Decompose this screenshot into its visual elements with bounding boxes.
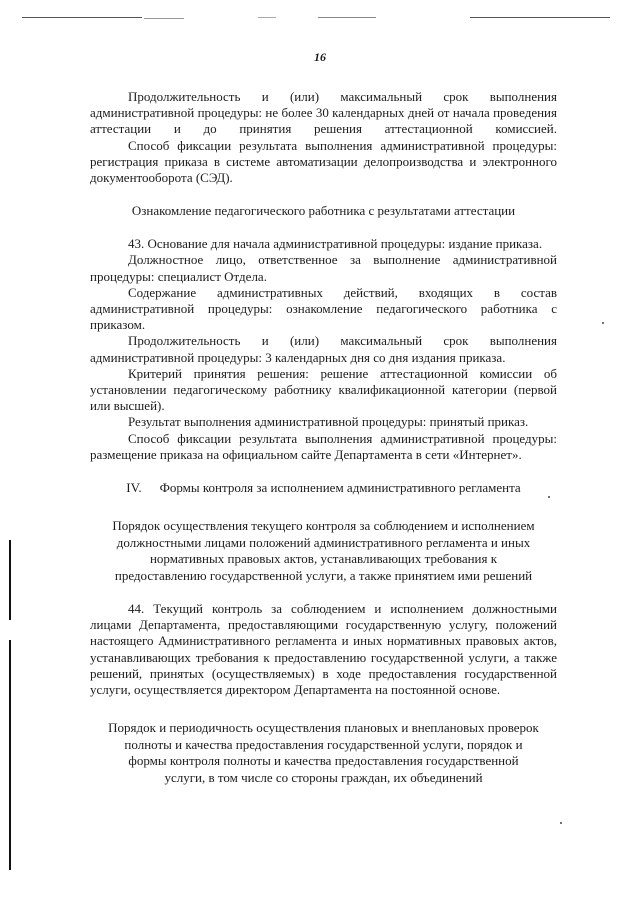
section-heading: [90, 480, 557, 496]
subsection-heading-line: предоставлению государственной услуги, а также принятием ими решений: [114, 567, 533, 583]
paragraph: Критерий принятия решения: решение аттестационной комиссии об установлении педагогическому работнику квалификационной категории (первой или высшей).: [90, 365, 557, 414]
scan-artifact: [258, 17, 276, 18]
paragraph: Продолжительность и (или) максимальный срок выполнения административной процедуры: 3 календарных дня со дня издания приказа.: [90, 333, 557, 365]
subsection-heading-line: должностными лицами положений административного регламента и иных: [116, 534, 531, 550]
section-number: IV.: [126, 480, 142, 496]
paragraph: Продолжительность и (или) максимальный срок выполнения административной процедуры: не более 30 календарных дней от начала проведения аттестации и до принятия решения аттестационной комиссией.: [90, 89, 557, 137]
scan-speck: [602, 322, 604, 324]
subsection-heading-line: формы контроля полноты и качества предоставления государственной: [128, 753, 519, 769]
subheading: Ознакомление педагогического работника с результатами аттестации: [131, 203, 516, 219]
subsection-heading: [90, 720, 557, 786]
scan-artifact: [22, 17, 142, 18]
subsection-heading-line: полноты и качества предоставления государственной услуги, порядок и: [124, 736, 523, 752]
subsection-heading-line: Порядок осуществления текущего контроля за соблюдением и исполнением: [112, 518, 535, 534]
subsection-heading-line: нормативных правовых актов, устанавливающих требования к: [149, 551, 498, 567]
scan-artifact: [470, 17, 610, 18]
paragraph: 43. Основание для начала административной процедуры: издание приказа.: [128, 236, 543, 252]
scan-artifact: [318, 17, 376, 18]
paragraph: Результат выполнения административной процедуры: принятый приказ.: [128, 414, 529, 430]
paragraph: Способ фиксации результата выполнения административной процедуры: регистрация приказа в системе автоматизации делопроизводства и электронного документооборота (СЭД).: [90, 137, 557, 186]
scan-artifact: [144, 18, 184, 19]
scan-speck: [560, 822, 562, 824]
scan-edge-mark: [9, 640, 11, 870]
paragraph: Должностное лицо, ответственное за выполнение административной процедуры: специалист Отдела.: [90, 252, 557, 284]
document-body: [90, 89, 557, 786]
subsection-heading: [90, 518, 557, 584]
paragraph: Содержание административных действий, входящих в состав административной процедуры: ознакомление педагогического работника с приказом.: [90, 284, 557, 333]
section-title: Формы контроля за исполнением административного регламента: [159, 480, 521, 496]
page-number: 16: [314, 50, 326, 64]
subsection-heading-line: услуги, в том числе со стороны граждан, их объединений: [164, 769, 483, 785]
subsection-heading-line: Порядок и периодичность осуществления плановых и внеплановых проверок: [108, 720, 539, 736]
paragraph: Способ фиксации результата выполнения административной процедуры: размещение приказа на официальном сайте Департамента в сети «Интернет».: [90, 430, 557, 462]
scan-edge-mark: [9, 540, 11, 620]
paragraph: 44. Текущий контроль за соблюдением и исполнением должностными лицами Департамента, предоставляющими государственную услугу, положений настоящего Административного регламента и иных нормативных правовых актов, устанавливающих требования к предоставлению государственной услуги, а также решений, принятых (осуществляемых) в ходе предоставления государственной услуги, осуществляется директором Департамента на постоянной основе.: [90, 601, 557, 698]
